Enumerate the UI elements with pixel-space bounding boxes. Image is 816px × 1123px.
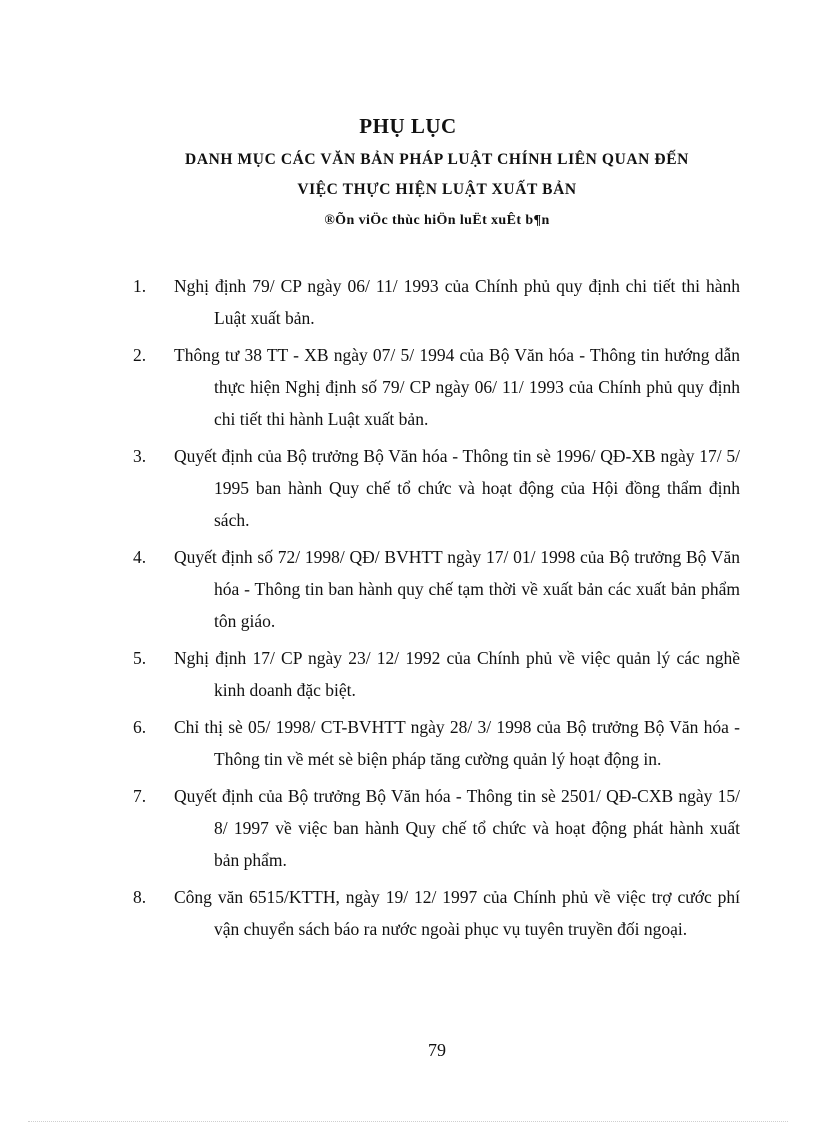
subtitle-line-2: VIỆC THỰC HIỆN LUẬT XUẤT BẢN: [297, 181, 577, 198]
list-item-text: Quyết định số 72/ 1998/ QĐ/ BVHTT ngày 17/ 01/ 1998 của Bộ trưởng Bộ Văn hóa - Thông tin ban hành quy chế tạm thời về xuất bản các xuất bản phẩm tôn giáo.: [174, 547, 740, 631]
footer-divider: [28, 1121, 788, 1122]
list-item: [0, 339, 816, 435]
document-list: [0, 270, 816, 950]
list-item-text: Công văn 6515/KTTH, ngày 19/ 12/ 1997 của Chính phủ về việc trợ cước phí vận chuyển sách báo ra nước ngoài phục vụ tuyên truyền đối ngoại.: [174, 887, 740, 939]
list-item-text: Thông tư 38 TT - XB ngày 07/ 5/ 1994 của Bộ Văn hóa - Thông tin hướng dẫn thực hiện Nghị định số 79/ CP ngày 06/ 11/ 1993 của Chính phủ quy định chi tiết thi hành Luật xuất bản.: [174, 345, 740, 429]
list-item-text: Quyết định của Bộ trưởng Bộ Văn hóa - Thông tin sè 1996/ QĐ-XB ngày 17/ 5/ 1995 ban hành Quy chế tổ chức và hoạt động của Hội đồng thẩm định sách.: [174, 446, 740, 530]
subtitle-line-1: DANH MỤC CÁC VĂN BẢN PHÁP LUẬT CHÍNH LIÊN QUAN ĐẾN: [185, 151, 689, 168]
list-item: [0, 780, 816, 876]
list-item: [0, 642, 816, 706]
list-item: [0, 881, 816, 945]
list-item: [0, 270, 816, 334]
list-item-number: 7.: [133, 786, 147, 806]
appendix-title: PHỤ LỤC: [359, 114, 457, 138]
subtitle-line-3: ®Õn viÖc thùc hiÖn luËt xuÊt b¶n: [324, 213, 550, 228]
list-item-number: 6.: [133, 717, 147, 737]
list-item-text: Quyết định của Bộ trưởng Bộ Văn hóa - Thông tin sè 2501/ QĐ-CXB ngày 15/ 8/ 1997 về việc ban hành Quy chế tổ chức và hoạt động phát hành xuất bản phẩm.: [174, 786, 740, 870]
list-item-number: 4.: [133, 547, 147, 567]
list-item-number: 2.: [133, 345, 147, 365]
list-item-text: Nghị định 79/ CP ngày 06/ 11/ 1993 của Chính phủ quy định chi tiết thi hành Luật xuất bản.: [174, 276, 740, 328]
list-item-number: 3.: [133, 446, 147, 466]
list-item: [0, 541, 816, 637]
list-item: [0, 440, 816, 536]
list-item: [0, 711, 816, 775]
list-item-number: 8.: [133, 887, 147, 907]
list-item-number: 1.: [133, 276, 147, 296]
list-item-text: Chỉ thị sè 05/ 1998/ CT-BVHTT ngày 28/ 3/ 1998 của Bộ trưởng Bộ Văn hóa - Thông tin về mét sè biện pháp tăng cường quản lý hoạt động in.: [174, 717, 740, 769]
page-number: 79: [428, 1040, 446, 1060]
list-item-number: 5.: [133, 648, 147, 668]
list-item-text: Nghị định 17/ CP ngày 23/ 12/ 1992 của Chính phủ về việc quản lý các nghề kinh doanh đặc biệt.: [174, 648, 740, 700]
